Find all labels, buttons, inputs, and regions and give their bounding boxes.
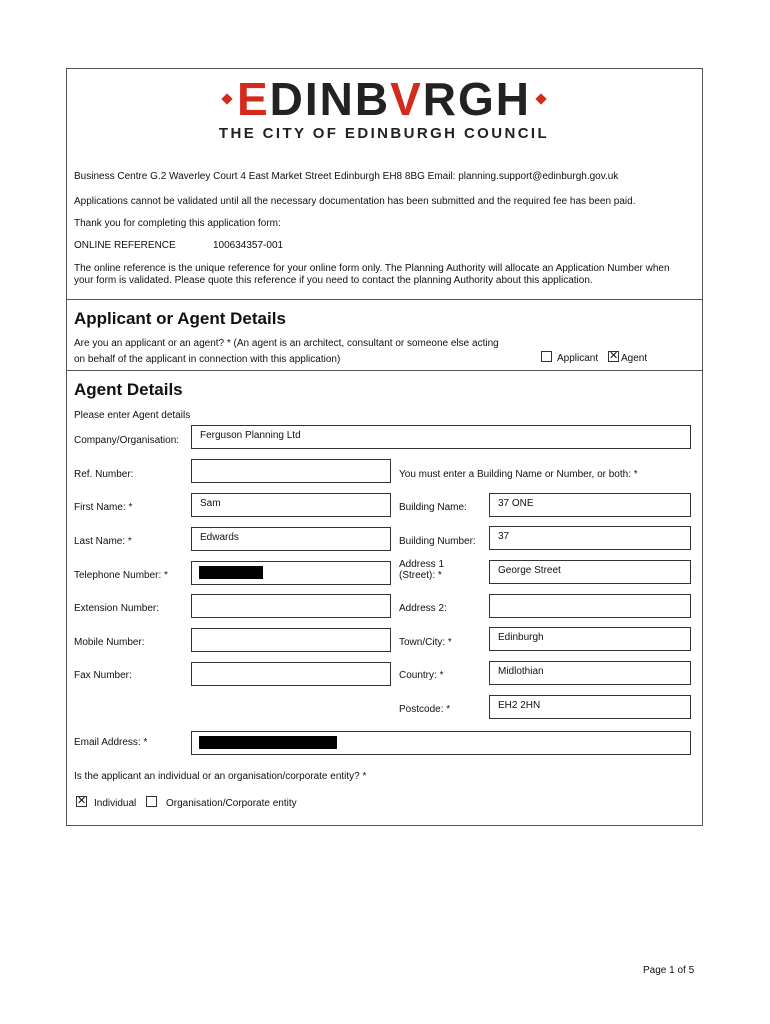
- building-name-label: Building Name:: [399, 502, 467, 513]
- address1-value: George Street: [498, 565, 561, 576]
- organisation-checkbox[interactable]: [146, 796, 157, 807]
- town-field[interactable]: [489, 627, 691, 651]
- postcode-field[interactable]: [489, 695, 691, 719]
- online-reference-value: 100634357-001: [213, 240, 284, 251]
- last-name-field[interactable]: [191, 527, 391, 551]
- applicant-checkbox[interactable]: [541, 351, 552, 362]
- telephone-label: Telephone Number: *: [74, 570, 168, 581]
- mobile-label: Mobile Number:: [74, 637, 145, 648]
- agent-option-label: Agent: [621, 353, 648, 364]
- logo-wordmark: [178, 75, 590, 123]
- telephone-field[interactable]: [191, 561, 391, 585]
- building-note: You must enter a Building Name or Number, or both: *: [399, 469, 638, 480]
- email-redaction: [199, 736, 337, 749]
- company-label: Company/Organisation:: [74, 435, 180, 446]
- country-field[interactable]: [489, 661, 691, 685]
- logo-subtitle: THE CITY OF EDINBURGH COUNCIL: [218, 125, 550, 142]
- postcode-value: EH2 2HN: [498, 700, 541, 711]
- thanks-text: Thank you for completing this application form:: [74, 218, 281, 229]
- address1-field[interactable]: [489, 560, 691, 584]
- page-number: Page 1 of 5: [643, 965, 695, 976]
- applicant-question-line-2: on behalf of the applicant in connection with this application): [74, 354, 341, 365]
- company-value: Ferguson Planning Ltd: [200, 430, 301, 441]
- extension-label: Extension Number:: [74, 603, 160, 614]
- address2-field[interactable]: [489, 594, 691, 618]
- building-name-field[interactable]: [489, 493, 691, 517]
- town-label: Town/City: *: [399, 637, 452, 648]
- entity-question: Is the applicant an individual or an organisation/corporate entity? *: [74, 771, 367, 782]
- individual-checkbox[interactable]: ✕: [77, 796, 87, 807]
- agent-checkbox[interactable]: ✕: [609, 351, 619, 362]
- last-name-label: Last Name: *: [74, 536, 132, 547]
- section-divider: [66, 299, 703, 300]
- logo-diamond-right-icon: [535, 93, 546, 104]
- building-number-label: Building Number:: [399, 536, 476, 547]
- address2-label: Address 2:: [399, 603, 447, 614]
- first-name-field[interactable]: [191, 493, 391, 517]
- mobile-field[interactable]: [191, 628, 391, 652]
- reference-note-line-1: The online reference is the unique reference for your online form only. The Planning Authority will allocate an Application Number when: [74, 263, 670, 274]
- building-number-field[interactable]: [489, 526, 691, 550]
- country-label: Country: *: [399, 670, 444, 681]
- validation-note: Applications cannot be validated until all the necessary documentation has been submitted and the required fee has been paid.: [74, 196, 636, 207]
- address-line: Business Centre G.2 Waverley Court 4 East Market Street Edinburgh EH8 8BG Email: planning.support@edinburgh.gov.uk: [74, 171, 619, 182]
- agent-instruction: Please enter Agent details: [74, 410, 191, 421]
- individual-option-label: Individual: [94, 798, 137, 809]
- agent-section-title: Agent Details: [74, 380, 183, 399]
- fax-label: Fax Number:: [74, 670, 132, 681]
- logo-letters-rgh: RGH: [422, 73, 532, 125]
- address1-label-line-2: (Street): *: [399, 570, 442, 581]
- country-value: Midlothian: [498, 666, 544, 677]
- first-name-label: First Name: *: [74, 502, 133, 513]
- applicant-question-line-1: Are you an applicant or an agent? * (An agent is an architect, consultant or someone else acting: [74, 338, 499, 349]
- postcode-label: Postcode: *: [399, 704, 451, 715]
- email-label: Email Address: *: [74, 737, 148, 748]
- fax-field[interactable]: [191, 662, 391, 686]
- applicant-option-label: Applicant: [557, 353, 599, 364]
- organisation-option-label: Organisation/Corporate entity: [166, 798, 297, 809]
- town-value: Edinburgh: [498, 632, 544, 643]
- applicant-section-title: Applicant or Agent Details: [74, 309, 286, 328]
- section-divider: [66, 370, 703, 371]
- logo-letters-dinb: DINB: [269, 73, 391, 125]
- building-name-value: 37 ONE: [498, 498, 534, 509]
- email-field[interactable]: [191, 731, 691, 755]
- first-name-value: Sam: [200, 498, 221, 509]
- logo-diamond-left-icon: [221, 93, 232, 104]
- telephone-redaction: [199, 566, 263, 579]
- council-logo: [178, 75, 590, 142]
- last-name-value: Edwards: [200, 532, 239, 543]
- address1-label-line-1: Address 1: [399, 559, 445, 570]
- online-reference-label: ONLINE REFERENCE: [74, 240, 176, 251]
- ref-number-label: Ref. Number:: [74, 469, 134, 480]
- logo-letter-e: E: [236, 73, 270, 125]
- ref-number-field[interactable]: [191, 459, 391, 483]
- extension-field[interactable]: [191, 594, 391, 618]
- logo-letter-v: V: [390, 73, 423, 125]
- building-number-value: 37: [498, 531, 510, 542]
- reference-note-line-2: your form is validated. Please quote this reference if you need to contact the planning Authority about this application.: [74, 275, 593, 286]
- company-field[interactable]: [191, 425, 691, 449]
